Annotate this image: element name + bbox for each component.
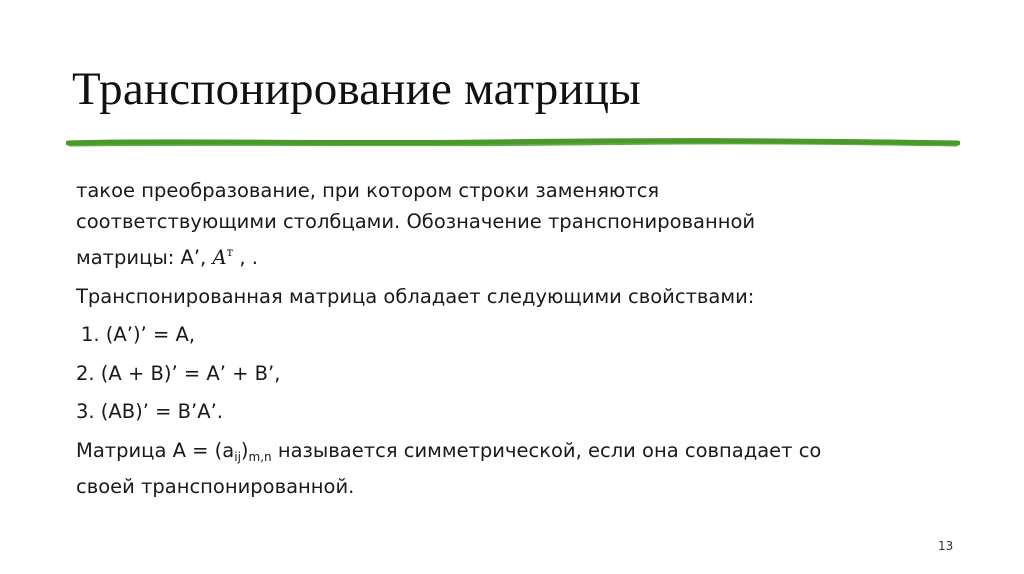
symmetric-prefix: Матрица А = (а (76, 438, 235, 462)
properties-intro: Транспонированная матрица обладает следующими свойствами: (76, 284, 755, 308)
slide-title: Транспонирование матрицы (72, 63, 641, 115)
symmetric-mid: ) (240, 438, 249, 462)
symmetric-suffix: называется симметрической, если она совпадает со (271, 438, 822, 462)
underline-stroke-2 (70, 143, 956, 145)
title-underline (66, 130, 960, 154)
symmetric-line-1 (76, 436, 956, 473)
definition-paragraph (76, 176, 956, 274)
transpose-base: A (212, 246, 227, 269)
definition-line-3 (76, 237, 956, 274)
transpose-superscript: т (226, 245, 234, 259)
property-item-1: 1. (А’)’ = А, (81, 323, 196, 346)
property-item-2: 2. (А + В)’ = А’ + В’, (76, 361, 281, 385)
symmetric-sub-ij: ij (234, 449, 241, 464)
symmetric-paragraph (76, 436, 956, 503)
page-number: 13 (938, 539, 954, 553)
definition-line-3-prefix: матрицы: А’, (76, 246, 213, 269)
definition-line-3-suffix: , . (233, 246, 258, 269)
property-item-3: 3. (АВ)’ = В’А’. (76, 400, 223, 423)
definition-line-2: соответствующими столбцами. Обозначение транспонированной (76, 209, 756, 233)
definition-line-1: такое преобразование, при котором строки заменяются (76, 179, 660, 202)
slide-body (76, 176, 956, 511)
transpose-notation (212, 246, 233, 269)
symmetric-line-2: своей транспонированной. (76, 475, 355, 498)
symmetric-sub-mn: m,n (248, 449, 272, 464)
